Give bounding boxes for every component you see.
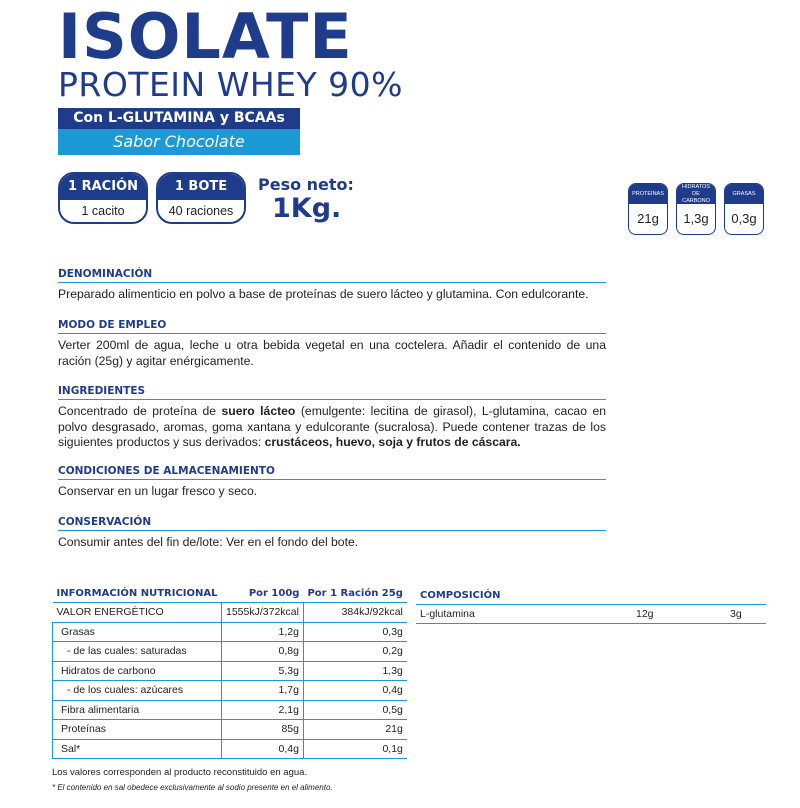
nutrient-per100: 1,2g — [222, 622, 304, 642]
table-row — [53, 622, 407, 642]
nutrient-label: Sal* — [53, 739, 222, 759]
composition-table — [416, 588, 766, 624]
net-weight-value: 1Kg. — [272, 193, 342, 224]
section-denominacion — [58, 268, 606, 303]
composition-label: L-glutamina — [420, 608, 475, 620]
nutrition-header-row — [53, 586, 407, 603]
nutrient-per100: 1555kJ/372kcal — [222, 603, 304, 623]
nutrition-header-label: INFORMACIÓN NUTRICIONAL — [53, 586, 222, 603]
fat-tile — [724, 183, 764, 235]
serving-pack-label: 1 RACIÓN — [60, 174, 146, 200]
nutrient-perserving: 1,3g — [303, 661, 406, 681]
net-weight-label: Peso neto: — [258, 175, 354, 194]
tub-pack-label: 1 BOTE — [158, 174, 244, 200]
allergen-milk: suero lácteo — [221, 404, 296, 418]
nutrient-per100: 2,1g — [222, 700, 304, 720]
salt-footnote: * El contenido en sal obedece exclusivamente al sodio presente en el alimento. — [52, 783, 333, 792]
composition-row — [416, 605, 766, 624]
nutrient-perserving: 0,3g — [303, 622, 406, 642]
carbs-tile-value: 1,3g — [683, 211, 709, 226]
section-title: CONSERVACIÓN — [58, 516, 606, 531]
allergen-traces: crustáceos, huevo, soja y frutos de cáscara. — [264, 435, 521, 449]
fat-tile-label: GRASAS — [725, 184, 763, 204]
section-text — [58, 400, 606, 451]
table-row — [53, 642, 407, 662]
serving-pack-value: 1 cacito — [81, 204, 125, 218]
table-row — [53, 739, 407, 759]
carbs-tile — [676, 183, 716, 235]
nutrient-label: Grasas — [53, 622, 222, 642]
nutrient-perserving: 0,1g — [303, 739, 406, 759]
glutamine-badge: Con L-GLUTAMINA y BCAAs — [58, 108, 300, 129]
product-subtitle: PROTEIN WHEY 90% — [58, 65, 404, 104]
section-conservacion — [58, 516, 606, 551]
nutrient-per100: 0,4g — [222, 739, 304, 759]
nutrition-header-per100: Por 100g — [222, 586, 304, 603]
tub-pack — [156, 172, 246, 224]
nutrient-per100: 1,7g — [222, 681, 304, 701]
composition-title: COMPOSICIÓN — [416, 588, 766, 605]
section-title: INGREDIENTES — [58, 385, 606, 400]
nutrient-label: - de las cuales: saturadas — [53, 642, 222, 662]
tub-pack-value: 40 raciones — [168, 204, 234, 218]
section-modo-empleo — [58, 319, 606, 369]
section-title: MODO DE EMPLEO — [58, 319, 606, 334]
nutrient-perserving: 0,4g — [303, 681, 406, 701]
nutrient-per100: 0,8g — [222, 642, 304, 662]
fat-tile-value: 0,3g — [731, 211, 757, 226]
section-text: Verter 200ml de agua, leche u otra bebida vegetal en una coctelera. Añadir el contenido de una ración (25g) y agitar enérgicamente. — [58, 338, 606, 368]
reconstitution-note: Los valores corresponden al producto reconstituido en agua. — [52, 767, 308, 778]
table-row — [53, 681, 407, 701]
nutrient-perserving: 21g — [303, 720, 406, 740]
protein-tile — [628, 183, 668, 235]
nutrient-label: Hidratos de carbono — [53, 661, 222, 681]
nutrient-label: - de los cuales: azúcares — [53, 681, 222, 701]
protein-tile-label: PROTEÍNAS — [629, 184, 667, 204]
nutrient-per100: 85g — [222, 720, 304, 740]
section-text: Preparado alimenticio en polvo a base de proteínas de suero lácteo y glutamina. Con edulcorante. — [58, 287, 589, 301]
nutrient-perserving: 0,5g — [303, 700, 406, 720]
serving-pack — [58, 172, 148, 224]
table-row — [53, 661, 407, 681]
table-row — [53, 720, 407, 740]
nutrient-label: Fibra alimentaria — [53, 700, 222, 720]
nutrient-label: VALOR ENERGÉTICO — [53, 603, 222, 623]
section-title: CONDICIONES DE ALMACENAMIENTO — [58, 465, 606, 480]
section-ingredientes — [58, 385, 606, 451]
table-row — [53, 700, 407, 720]
flavor-badge: Sabor Chocolate — [58, 129, 300, 155]
section-title: DENOMINACIÓN — [58, 268, 606, 283]
section-almacenamiento — [58, 465, 606, 500]
nutrition-header-perserving: Por 1 Ración 25g — [303, 586, 406, 603]
carbs-tile-label: HIDRATOS DE CARBONO — [677, 184, 715, 204]
table-row — [53, 603, 407, 623]
nutrient-perserving: 0,2g — [303, 642, 406, 662]
section-text: Conservar en un lugar fresco y seco. — [58, 484, 258, 498]
composition-perserving: 3g — [730, 608, 742, 620]
composition-per100: 12g — [636, 608, 654, 620]
nutrient-perserving: 384kJ/92kcal — [303, 603, 406, 623]
ingredients-text-2: (emulgente: lecitina de girasol), L-glutamina, cacao en polvo desgrasado, aromas, goma xantana y edulcorante (sucralosa). Puede contener trazas de los siguientes productos y sus derivados: — [58, 404, 607, 449]
nutrition-table — [52, 586, 407, 759]
nutrient-label: Proteínas — [53, 720, 222, 740]
section-text: Consumir antes del fin de/lote: Ver en el fondo del bote. — [58, 535, 359, 549]
protein-tile-value: 21g — [637, 211, 659, 226]
product-title: ISOLATE — [58, 0, 353, 73]
ingredients-text-1: Concentrado de proteína de — [58, 404, 222, 418]
nutrient-per100: 5,3g — [222, 661, 304, 681]
